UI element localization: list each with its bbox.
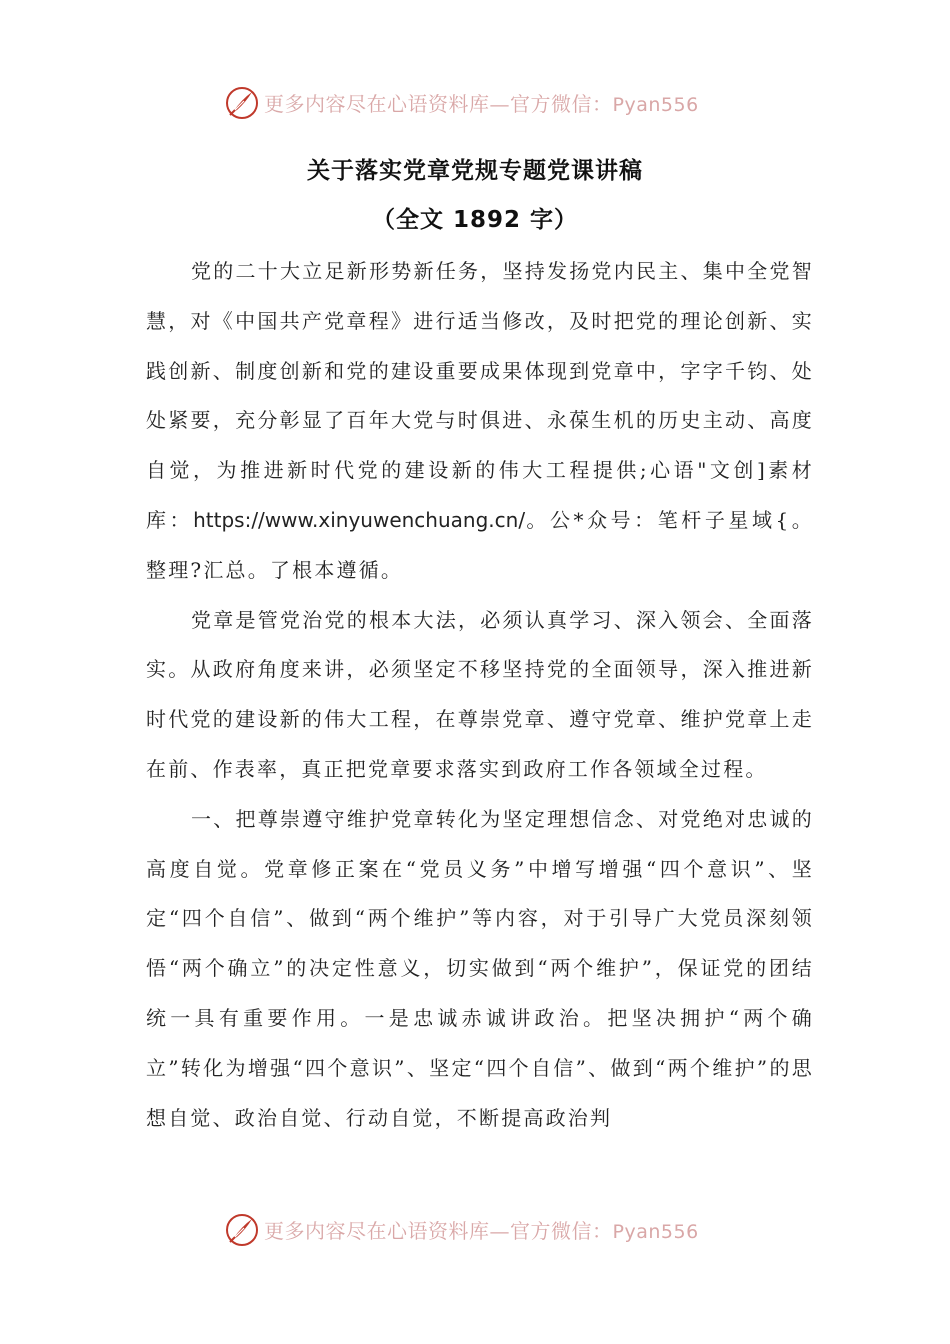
wechat-handle: Pyan556: [612, 1221, 699, 1243]
wechat-handle: Pyan556: [612, 94, 699, 116]
word-count-subtitle: （全文 1892 字）: [371, 207, 579, 233]
header-watermark-text: 更多内容尽在心语资料库—官方微信：Pyan556: [264, 92, 699, 116]
header-watermark-banner: [0, 83, 950, 123]
footer-watermark-text: 更多内容尽在心语资料库—官方微信：Pyan556: [264, 1219, 699, 1243]
document-body: [146, 247, 814, 1143]
quill-logo-icon: [224, 1212, 260, 1248]
paragraph-1: 党的二十大立足新形势新任务，坚持发扬党内民主、集中全党智慧，对《中国共产党章程》进行适当修改，及时把党的理论创新、实践创新、制度创新和党的建设重要成果体现到党章中，字字千钧、处处紧要，充分彰显了百年大党与时俱进、永葆生机的历史主动、高度自觉，为推进新时代党的建设新的伟大工程提供;心语"文创]素材库：https://www.xinyuwenchuang.cn/。公*众号：笔杆子星域{。整理?汇总。了根本遵循。: [146, 259, 814, 582]
paragraph-2: 党章是管党治党的根本大法，必须认真学习、深入领会、全面落实。从政府角度来讲，必须坚定不移坚持党的全面领导，深入推进新时代党的建设新的伟大工程，在尊崇党章、遵守党章、维护党章上走在前、作表率，真正把党章要求落实到政府工作各领域全过程。: [146, 607, 814, 781]
document-title: 关于落实党章党规专题党课讲稿: [307, 157, 643, 184]
source-url: https://www.xinyuwenchuang.cn/: [193, 507, 526, 532]
quill-logo-icon: [224, 85, 260, 121]
paragraph-3: 一、把尊崇遵守维护党章转化为坚定理想信念、对党绝对忠诚的高度自觉。党章修正案在“党员义务”中增写增强“四个意识”、坚定“四个自信”、做到“两个维护”等内容，对于引导广大党员深刻领悟“两个确立”的决定性意义，切实做到“两个维护”，保证党的团结统一具有重要作用。一是忠诚赤诚讲政治。把坚决拥护“两个确立”转化为增强“四个意识”、坚定“四个自信”、做到“两个维护”的思想自觉、政治自觉、行动自觉，不断提高政治判: [146, 806, 814, 1130]
footer-watermark-banner: [0, 1210, 950, 1250]
